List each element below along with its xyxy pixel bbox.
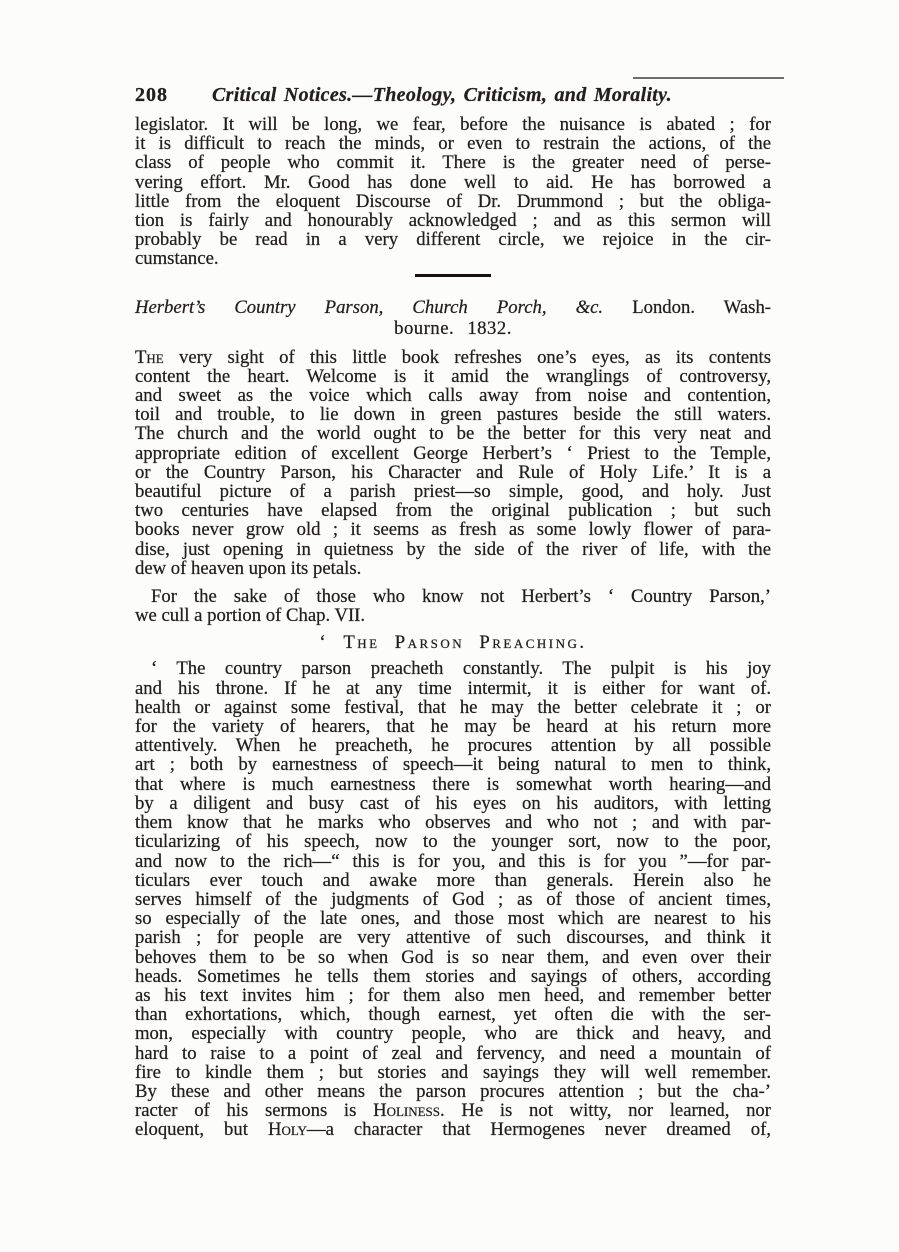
text-line: that where is much earnestness there is somewhat worth hearing—and [135,773,771,795]
extract-heading [135,628,771,653]
review-paragraph-2 [135,587,771,625]
text-line: so especially of the late ones, and those most which are nearest to his [135,908,771,930]
text-line: legislator. It will be long, we fear, before the nuisance is abated ; for [135,114,771,135]
text-line: books never grow old ; it seems as fresh as some lowly flower of para- [135,519,771,541]
text-line: as his text invites him ; for them also men heed, and remember better [135,984,771,1006]
text-line: class of people who commit it. There is the greater need of perse- [135,152,771,174]
small-caps-text: The Parson Preaching. [343,632,587,654]
text-line: cumstance. [135,248,219,270]
text-segment: racter of his sermons is [135,1100,374,1122]
text-line: appropriate edition of excellent George Herbert’s ‘ Priest to the Temple, [135,442,771,464]
work-title-line-2: bourne. 1832. [394,317,512,339]
text-line: heads. Sometimes he tells them stories and sayings of others, according [135,965,771,987]
text-line: vering effort. Mr. Good has done well to aid. He has borrowed a [135,171,771,193]
text-segment: very sight of this little book refreshes one’s eyes, as its contents [163,346,771,368]
text-line: beautiful picture of a parish priest—so simple, good, and holy. Just [135,481,771,503]
text-line: and sweet as the voice which calls away from noise and contention, [135,385,771,407]
page-content [135,84,771,1140]
running-title: Critical Notices.—Theology, Criticism, and Morality. [212,84,672,106]
text-segment: eloquent, but [135,1119,268,1141]
text-line: them know that he marks who observes and who not ; and with par- [135,812,771,834]
reviewed-work-title [135,297,771,339]
review-paragraph-1 [135,348,771,578]
page-number: 208 [135,84,168,106]
text-segment: ‘ [319,632,344,654]
text-line: mon, especially with country people, who are thick and heavy, and [135,1023,771,1045]
text-line: for the variety of hearers, that he may be heard at his return more [135,716,771,738]
text-line: behoves them to be so when God is so near them, and even over their [135,946,771,968]
top-right-rule [633,77,784,79]
work-title-line-1 [135,297,771,318]
text-line: ticulars ever touch and awake more than generals. Herein also he [135,869,771,891]
text-line: tion is fairly and honourably acknowledged ; and as this sermon will [135,210,771,232]
text-line [135,1120,771,1139]
text-line: hard to raise to a point of zeal and fervency, and need a mountain of [135,1042,771,1064]
text-line: health or against some festival, that he may the better celebrate it ; or [135,696,771,718]
text-line: toil and trouble, to lie down in green pastures beside the still waters. [135,404,771,426]
small-caps-text: Holiness. [373,1100,445,1122]
work-title-imprint: London. Wash- [632,296,772,318]
text-line: it is difficult to reach the minds, or even to restrain the actions, of the [135,133,771,155]
section-divider-rule [415,274,491,277]
text-line: dise, just opening in quietness by the side of the river of life, with the [135,538,771,560]
text-line [135,348,771,367]
extract-paragraph [135,659,771,1139]
text-line: or the Country Parson, his Character and Rule of Holy Life.’ It is a [135,461,771,483]
continued-paragraph [135,115,771,269]
small-caps-text: Holy [267,1119,307,1141]
text-line [135,1101,771,1120]
text-segment: —a character that Hermogenes never dreamed of, [306,1119,771,1141]
small-caps-text: The [135,346,164,368]
text-line: probably be read in a very different circle, we rejoice in the cir- [135,229,771,251]
text-line: parish ; for people are very attentive of such discourses, and think it [135,927,771,949]
text-line: ticularizing of his speech, now to the younger sort, now to the poor, [135,831,771,853]
text-line: and his throne. If he at any time intermit, it is either for want of. [135,677,771,699]
text-line: art ; both by earnestness of speech—it being natural to men to think, [135,754,771,776]
text-line: The church and the world ought to be the better for this very neat and [135,423,771,445]
page-header [135,84,771,106]
text-line: content the heart. Welcome is it amid the wranglings of controversy, [135,365,771,387]
text-line: little from the eloquent Discourse of Dr. Drummond ; but the obliga- [135,190,771,212]
text-line: For the sake of those who know not Herbert’s ‘ Country Parson,’ [151,586,771,608]
text-line: ‘ The country parson preacheth constantly. The pulpit is his joy [151,658,771,680]
text-line: fire to kindle them ; but stories and sayings they will well remember. [135,1061,771,1083]
work-title-italic: Herbert’s Country Parson, Church Porch, &c. [135,296,604,318]
text-line: serves himself of the judgments of God ; as of those of ancient times, [135,888,771,910]
text-line: than exhortations, which, though earnest, yet often die with the ser- [135,1004,771,1026]
text-line: and now to the rich—“ this is for you, and this is for you ”—for par- [135,850,771,872]
text-line: dew of heaven upon its petals. [135,557,362,579]
text-line: we cull a portion of Chap. VII. [135,605,366,627]
text-line: by a diligent and busy cast of his eyes on his auditors, with letting [135,792,771,814]
text-line: two centuries have elapsed from the original publication ; but such [135,500,771,522]
text-segment: He is not witty, nor learned, nor [444,1100,771,1122]
text-line: By these and other means the parson procures attention ; but the cha-’ [135,1080,771,1102]
text-line: attentively. When he preacheth, he procures attention by all possible [135,735,771,757]
